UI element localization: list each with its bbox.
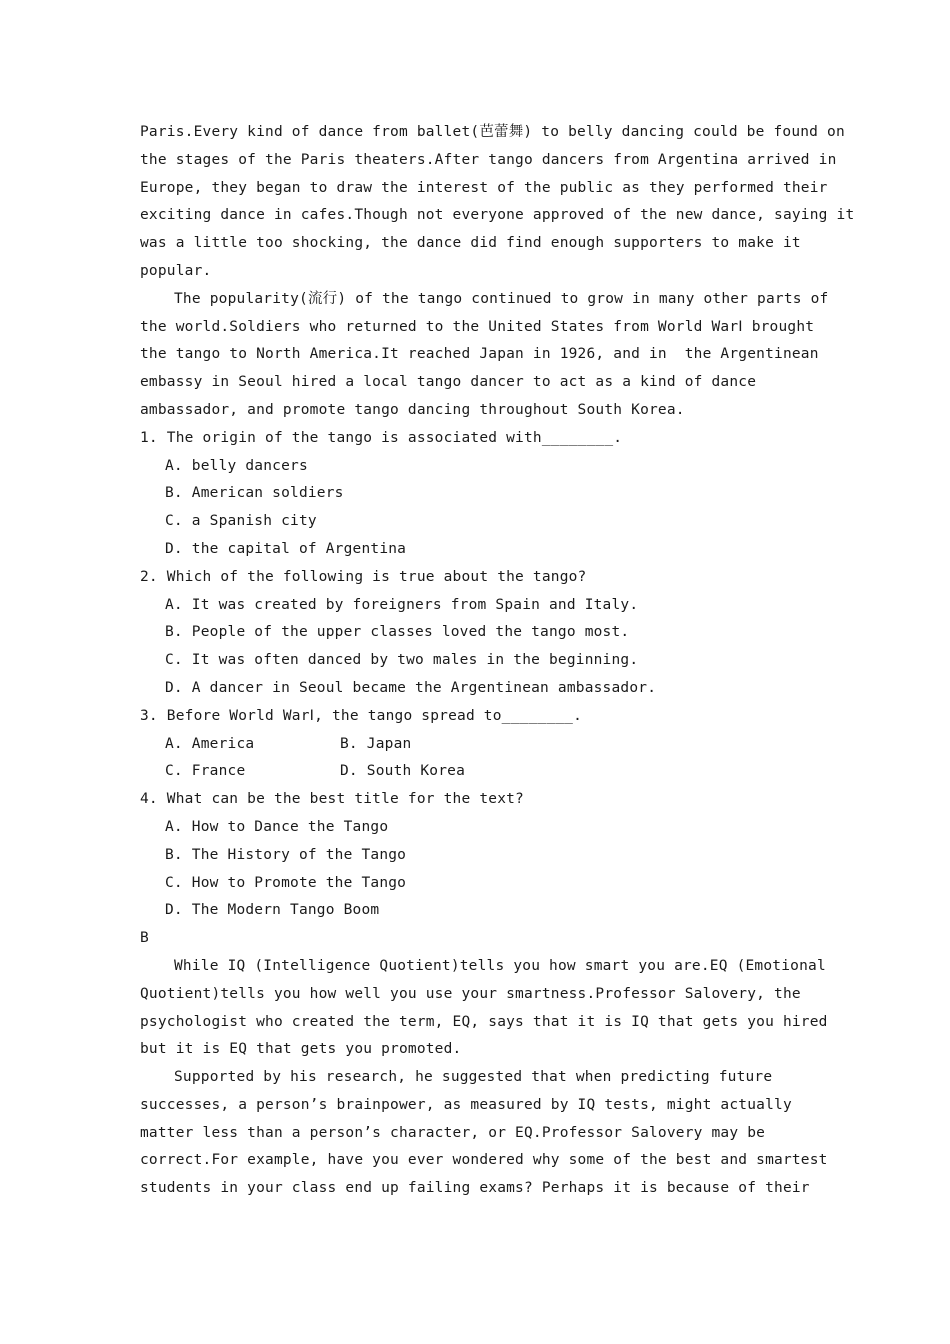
text-line: Europe, they began to draw the interest of the public as they performed their <box>140 179 828 196</box>
text-line: the tango to North America.It reached Japan in 1926, and in the Argentinean <box>140 346 819 363</box>
answer-option: B. People of the upper classes loved the tango most. <box>165 624 630 641</box>
question-stem: 3. Before World WarⅠ, the tango spread to________. <box>140 707 583 724</box>
answer-option-row <box>140 731 830 759</box>
question-stem: 4. What can be the best title for the text? <box>140 791 524 808</box>
answer-option: C. France <box>165 763 246 780</box>
answer-option: D. the capital of Argentina <box>165 540 407 557</box>
answer-option: A. How to Dance the Tango <box>165 818 389 835</box>
answer-option: B. American soldiers <box>165 485 344 502</box>
text-line: students in your class end up failing exams? Perhaps it is because of their <box>140 1180 810 1197</box>
question-1 <box>140 425 830 564</box>
answer-option: C. How to Promote the Tango <box>165 874 407 891</box>
section-label-b: B <box>140 930 149 947</box>
text-line: correct.For example, have you ever wondered why some of the best and smartest <box>140 1152 828 1169</box>
text-line: Quotient)tells you how well you use your smartness.Professor Salovery, the <box>140 985 801 1002</box>
text-line: Supported by his research, he suggested that when predicting future <box>174 1069 773 1086</box>
text-line: The popularity(流行) of the tango continued to grow in many other parts of <box>174 290 829 307</box>
text-line: the world.Soldiers who returned to the United States from World WarⅠ brought <box>140 318 815 335</box>
passage-b-paragraph-2 <box>140 1064 830 1203</box>
answer-option: D. A dancer in Seoul became the Argentinean ambassador. <box>165 679 657 696</box>
text-line: Paris.Every kind of dance from ballet(芭蕾舞) to belly dancing could be found on <box>140 124 845 140</box>
text-line: exciting dance in cafes.Though not everyone approved of the new dance, saying it <box>140 207 855 224</box>
answer-option: B. Japan <box>340 735 412 752</box>
answer-option: C. It was often danced by two males in the beginning. <box>165 652 639 669</box>
answer-option: D. South Korea <box>340 763 466 780</box>
question-4 <box>140 786 830 925</box>
passage-b-paragraph-1 <box>140 953 830 1064</box>
text-line: but it is EQ that gets you promoted. <box>140 1041 462 1058</box>
answer-option: C. a Spanish city <box>165 513 317 530</box>
text-line: popular. <box>140 262 212 279</box>
answer-option-row <box>140 758 830 786</box>
question-3 <box>140 703 830 786</box>
text-line: successes, a person’s brainpower, as measured by IQ tests, might actually <box>140 1096 792 1113</box>
text-line: matter less than a person’s character, or EQ.Professor Salovery may be <box>140 1124 766 1141</box>
question-stem: 1. The origin of the tango is associated with________. <box>140 429 623 446</box>
question-2 <box>140 564 830 703</box>
passage-a-paragraph-2 <box>140 286 830 425</box>
text-line: embassy in Seoul hired a local tango dancer to act as a kind of dance <box>140 374 757 391</box>
text-line: the stages of the Paris theaters.After tango dancers from Argentina arrived in <box>140 151 837 168</box>
document-page <box>140 119 855 1203</box>
passage-a-paragraph-1 <box>140 119 855 286</box>
answer-option: A. It was created by foreigners from Spain and Italy. <box>165 596 639 613</box>
text-line: psychologist who created the term, EQ, says that it is IQ that gets you hired <box>140 1013 828 1030</box>
answer-option: A. America <box>165 735 255 752</box>
answer-option: A. belly dancers <box>165 457 308 474</box>
answer-option: D. The Modern Tango Boom <box>165 902 380 919</box>
question-stem: 2. Which of the following is true about the tango? <box>140 568 587 585</box>
text-line: While IQ (Intelligence Quotient)tells you how smart you are.EQ (Emotional <box>174 957 826 974</box>
text-line: ambassador, and promote tango dancing throughout South Korea. <box>140 401 685 418</box>
answer-option: B. The History of the Tango <box>165 846 407 863</box>
text-line: was a little too shocking, the dance did find enough supporters to make it <box>140 235 801 252</box>
